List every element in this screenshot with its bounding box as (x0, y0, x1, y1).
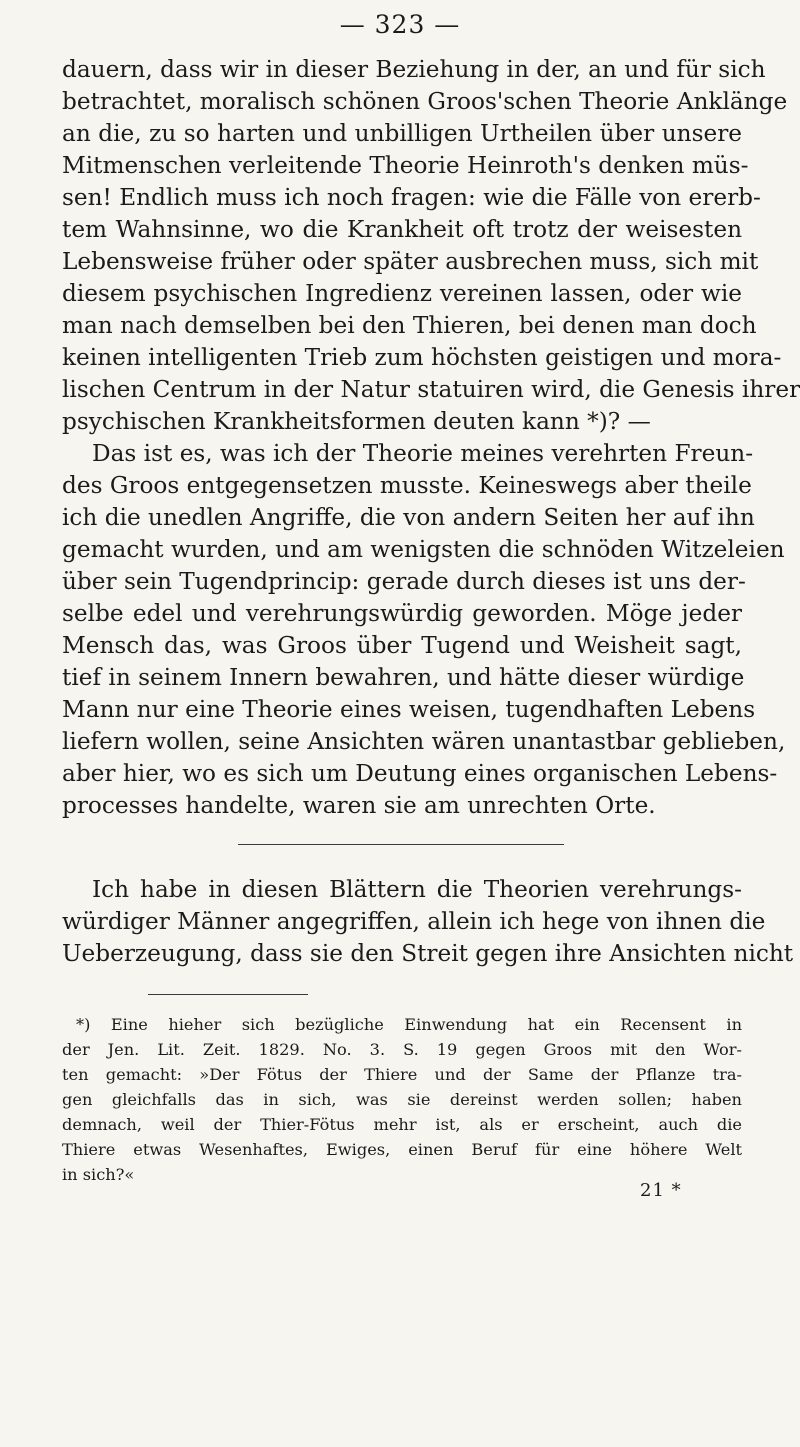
text-line: Mann nur eine Theorie eines weisen, tugendhaften Lebens (62, 696, 756, 723)
text-line: dauern, dass wir in dieser Beziehung in der, an und für sich (62, 56, 766, 83)
text-line: Ich habe in diesen Blättern die Theorien verehrungs- (92, 876, 742, 903)
footnote-line: demnach, weil der Thier-Fötus mehr ist, als er erscheint, auch die (62, 1115, 742, 1134)
text-line: lischen Centrum in der Natur statuiren wird, die Genesis ihrer (62, 376, 800, 403)
text-line: sen! Endlich muss ich noch fragen: wie die Fälle von ererb- (62, 184, 761, 211)
page-number-header: — 323 — (339, 10, 461, 39)
text-line: selbe edel und verehrungswürdig geworden. Möge jeder (62, 600, 742, 627)
text-line: Ueberzeugung, dass sie den Streit gegen ihre Ansichten nicht (62, 940, 794, 967)
footnote-divider (148, 994, 308, 995)
text-line: liefern wollen, seine Ansichten wären unantastbar geblieben, (62, 728, 786, 755)
text-line: Mensch das, was Groos über Tugend und Weisheit sagt, (62, 632, 742, 659)
text-line: keinen intelligenten Trieb zum höchsten geistigen und mora- (62, 344, 782, 371)
text-line: betrachtet, moralisch schönen Groos'schen Theorie Anklänge (62, 88, 788, 115)
section-divider (238, 844, 564, 845)
text-line: Mitmenschen verleitende Theorie Heinroth's denken müs- (62, 152, 749, 179)
footnote-line: ten gemacht: »Der Fötus der Thiere und der Same der Pflanze tra- (62, 1065, 742, 1084)
text-line: über sein Tugendprincip: gerade durch dieses ist uns der- (62, 568, 746, 595)
text-line: gemacht wurden, und am wenigsten die schnöden Witzeleien (62, 536, 785, 563)
text-line: aber hier, wo es sich um Deutung eines organischen Lebens- (62, 760, 778, 787)
footnote-line: der Jen. Lit. Zeit. 1829. No. 3. S. 19 gegen Groos mit den Wor- (62, 1040, 742, 1059)
text-line: man nach demselben bei den Thieren, bei denen man doch (62, 312, 757, 339)
text-line: psychischen Krankheitsformen deuten kann *)? — (62, 408, 651, 435)
text-line: diesem psychischen Ingredienz vereinen lassen, oder wie (62, 280, 742, 307)
text-line: würdiger Männer angegriffen, allein ich hege von ihnen die (62, 908, 766, 935)
text-line: tief in seinem Innern bewahren, und hätte dieser würdige (62, 664, 745, 691)
footnote-line: in sich?« (62, 1165, 135, 1184)
text-line: Lebensweise früher oder später ausbrechen muss, sich mit (62, 248, 759, 275)
text-line: processes handelte, waren sie am unrechten Orte. (62, 792, 656, 819)
text-line: Das ist es, was ich der Theorie meines verehrten Freun- (92, 440, 754, 467)
text-line: des Groos entgegensetzen musste. Keineswegs aber theile (62, 472, 752, 499)
text-line: an die, zu so harten und unbilligen Urtheilen über unsere (62, 120, 742, 147)
text-line: tem Wahnsinne, wo die Krankheit oft trotz der weisesten (62, 216, 742, 243)
footnote-line: *) Eine hieher sich bezügliche Einwendung hat ein Recensent in (76, 1015, 742, 1034)
footnote-line: gen gleichfalls das in sich, was sie dereinst werden sollen; haben (62, 1090, 742, 1109)
printer-signature: 21 * (640, 1180, 682, 1201)
text-line: ich die unedlen Angriffe, die von andern Seiten her auf ihn (62, 504, 755, 531)
footnote-line: Thiere etwas Wesenhaftes, Ewiges, einen Beruf für eine höhere Welt (62, 1140, 742, 1159)
